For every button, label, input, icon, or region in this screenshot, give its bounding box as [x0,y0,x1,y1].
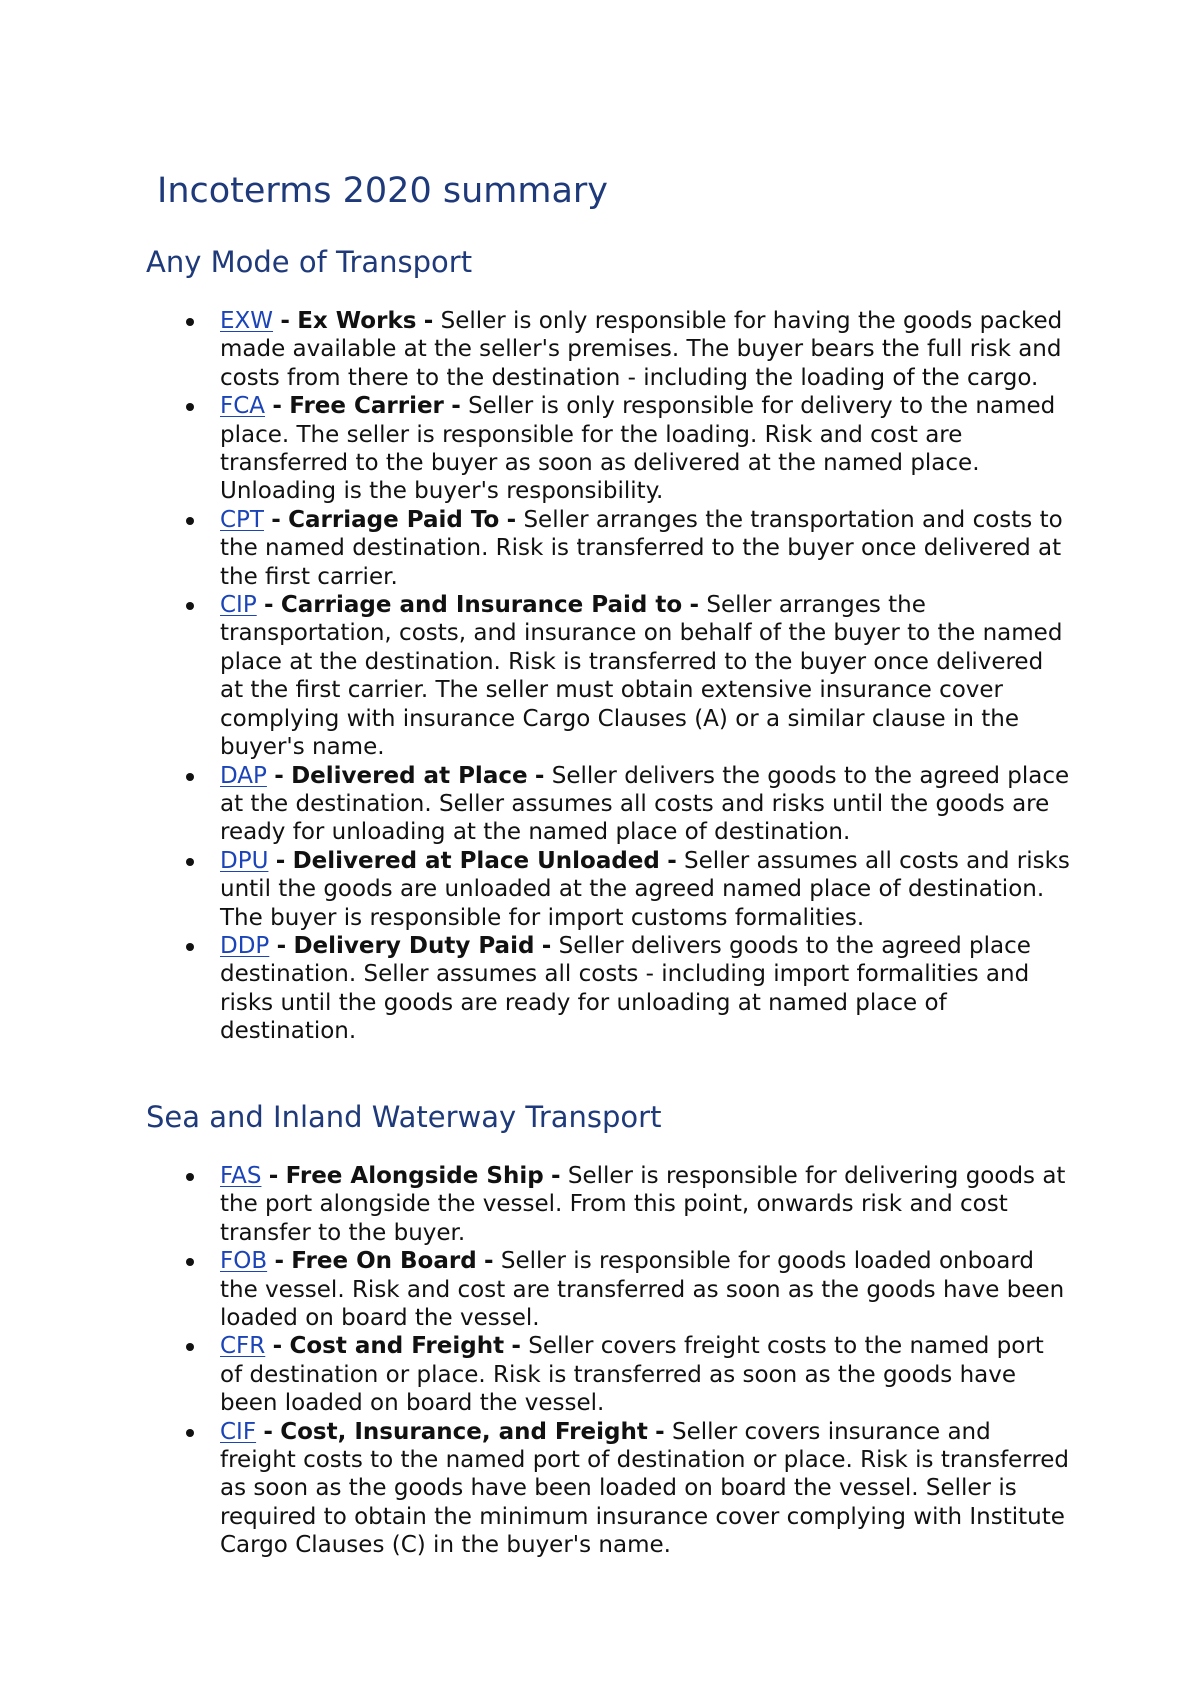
term-description: Seller covers freight costs to the named port of destination or place. Risk is transferred as soon as the goods have been loaded on board the vessel. [220,1333,1044,1417]
term-separator: - [280,308,290,334]
term-name: Carriage Paid To [288,506,500,533]
term-list-sea-waterway [0,1162,1100,1560]
section-heading-sea-waterway: Sea and Inland Waterway Transport [146,1100,662,1134]
term-description: Seller is responsible for delivering goods at the port alongside the vessel. From this point, onwards risk and cost transfer to the buyer. [220,1163,1066,1246]
term-link-dap[interactable]: DAP [220,762,267,789]
term-separator: - [550,1163,561,1189]
term-name: Free Alongside Ship [285,1163,544,1189]
term-link-cip[interactable]: CIP [220,592,257,619]
term-name: Delivered at Place Unloaded [292,847,660,874]
document-title: Incoterms 2020 summary [157,171,609,211]
term-separator: - [689,592,700,619]
term-separator: - [451,393,461,420]
term-separator: - [275,847,286,874]
term-description: Seller is responsible for goods loaded onboard the vessel. Risk and cost are transferred as soon as the goods have been loaded on board the vessel. [220,1248,1065,1332]
term-name: Free On Board [291,1248,477,1275]
term-description: Seller covers insurance and freight costs to the named port of destination or place. Risk is transferred as soon as the goods have been loaded on board the vessel. Seller is required to obtain the minimum insurance cover complying with Institute Cargo Clauses (C) in the buyer's name. [220,1418,1069,1559]
list-item-fas [0,1162,1070,1247]
term-description: Seller arranges the transportation and costs to the named destination. Risk is transferred to the buyer once delivered at the first carrier. [220,506,1063,590]
term-description: Seller is only responsible for having the goods packed made available at the seller's premises. The buyer bears the full risk and costs from there to the destination - including the loading of the cargo. [220,308,1063,391]
term-name: Cost, Insurance, and Freight [280,1418,648,1445]
term-separator: - [268,1163,279,1189]
term-separator: - [506,506,517,533]
term-separator: - [274,762,284,789]
list-item-cif [0,1418,1070,1560]
term-separator: - [484,1248,494,1275]
bullet-icon [186,773,194,781]
bullet-icon [186,602,194,610]
term-separator: - [272,393,282,420]
term-description: Seller is only responsible for delivery to the named place. The seller is responsible for the loading. Risk and cost are transferred to the buyer as soon as delivered at the named place. Unloading is the buyer's responsibility. [220,393,1056,505]
term-description: Seller delivers the goods to the agreed place at the destination. Seller assumes all costs and risks until the goods are ready for unloading at the named place of destination. [220,762,1070,846]
bullet-icon [186,1258,194,1266]
bullet-icon [186,1173,194,1181]
term-description: Seller arranges the transportation, costs, and insurance on behalf of the buyer to the named place at the destination. Risk is transferred to the buyer once delivered at the first carrier. The seller must obtain extensive insurance cover complying with insurance Cargo Clauses (A) or a similar clause in the buyer's name. [220,592,1063,761]
term-separator: - [264,592,274,619]
term-separator: - [655,1418,665,1445]
term-name: Cost and Freight [289,1333,505,1360]
term-link-cpt[interactable]: CPT [220,506,264,533]
term-separator: - [263,1418,273,1445]
term-link-dpu[interactable]: DPU [220,847,269,874]
term-separator: - [541,932,552,959]
bullet-icon [186,1429,194,1437]
term-link-fca[interactable]: FCA [220,393,266,420]
list-item-cip [0,591,1070,761]
term-separator: - [272,1333,283,1360]
list-item-dpu [0,847,1070,932]
term-separator: - [511,1333,521,1360]
list-item-ddp [0,932,1070,1046]
term-separator: - [271,506,281,533]
list-item-fca [0,392,1070,506]
term-link-fob[interactable]: FOB [220,1248,268,1275]
list-item-dap [0,762,1070,847]
bullet-icon [186,403,194,411]
term-link-exw[interactable]: EXW [220,308,274,334]
term-name: Ex Works [297,308,417,334]
list-item-cpt [0,506,1070,591]
bullet-icon [186,858,194,866]
term-separator: - [276,932,287,959]
term-link-cif[interactable]: CIF [220,1418,257,1445]
section-heading-any-mode: Any Mode of Transport [146,245,473,279]
term-separator: - [534,762,545,789]
term-list-any-mode [0,307,1100,1046]
bullet-icon [186,318,194,326]
term-description: Seller assumes all costs and risks until the goods are unloaded at the agreed named place of destination. The buyer is responsible for import customs formalities. [220,847,1070,931]
bullet-icon [186,517,194,525]
term-name: Delivered at Place [291,762,528,789]
term-link-cfr[interactable]: CFR [220,1333,266,1360]
term-separator: - [667,847,677,874]
term-name: Carriage and Insurance Paid to [280,592,683,619]
list-item-cfr [0,1332,1070,1417]
term-link-fas[interactable]: FAS [220,1163,262,1189]
bullet-icon [186,1343,194,1351]
list-item-exw [0,307,1070,392]
list-item-fob [0,1247,1070,1332]
term-separator: - [274,1248,284,1275]
bullet-icon [186,943,194,951]
term-separator: - [423,308,434,334]
term-link-ddp[interactable]: DDP [220,932,270,959]
term-name: Delivery Duty Paid [293,932,535,959]
term-name: Free Carrier [289,393,444,420]
term-description: Seller delivers goods to the agreed place destination. Seller assumes all costs - including import formalities and risks until the goods are ready for unloading at named place of destination. [220,932,1031,1045]
